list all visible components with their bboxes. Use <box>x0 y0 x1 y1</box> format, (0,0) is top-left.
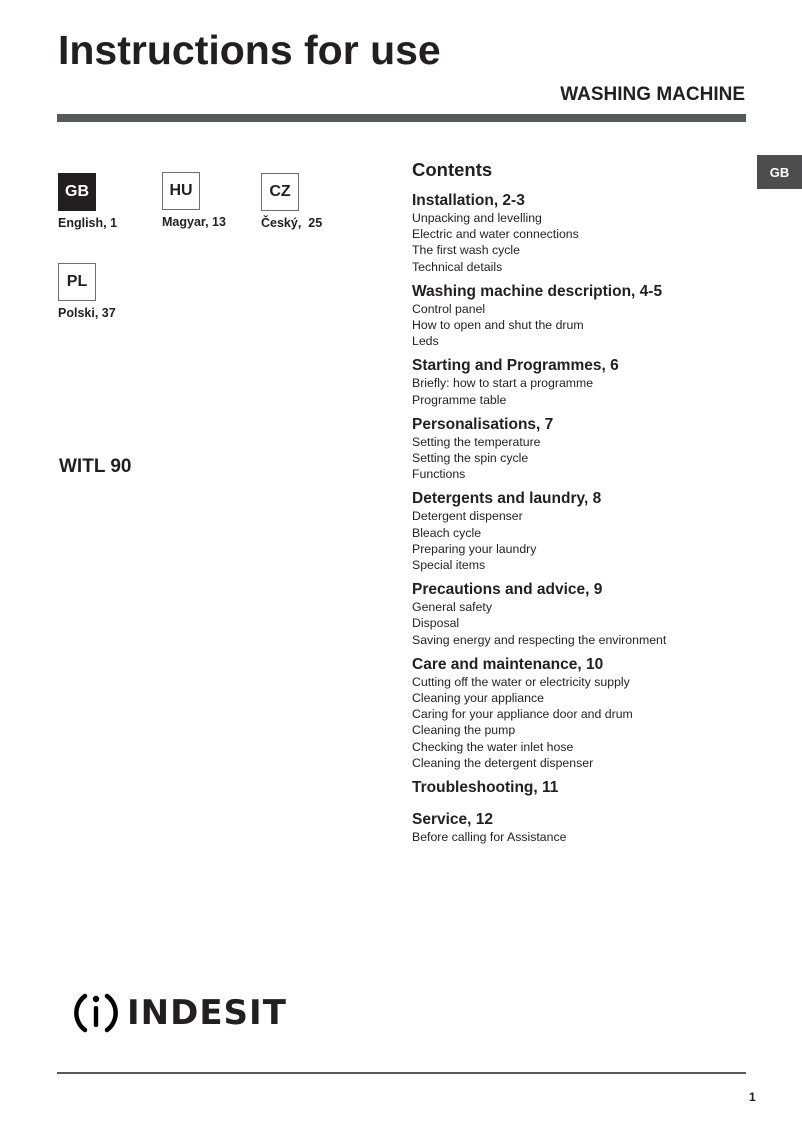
language-link-pl[interactable] <box>58 263 116 320</box>
toc-section-title[interactable]: Starting and Programmes, 6 <box>412 357 619 375</box>
language-code-badge: PL <box>58 263 96 301</box>
toc-item[interactable]: Caring for your appliance door and drum <box>412 707 633 722</box>
toc-item[interactable]: Programme table <box>412 392 507 407</box>
page-number: 1 <box>749 1090 756 1104</box>
toc-section <box>412 778 752 797</box>
language-code-badge: HU <box>162 172 200 210</box>
language-link-hu[interactable] <box>162 172 226 229</box>
toc-item[interactable]: Briefly: how to start a programme <box>412 376 594 391</box>
toc-section <box>412 810 752 845</box>
model-name: WITL 90 <box>59 456 132 477</box>
table-of-contents <box>412 158 752 852</box>
toc-item[interactable]: Technical details <box>412 259 503 274</box>
toc-section-title[interactable]: Service, 12 <box>412 811 494 829</box>
toc-section <box>412 191 752 275</box>
toc-item[interactable]: Saving energy and respecting the environment <box>412 632 667 647</box>
toc-item[interactable]: Cutting off the water or electricity supply <box>412 674 630 689</box>
brand-name: INDESIT <box>127 993 287 1033</box>
toc-section-title[interactable]: Washing machine description, 4-5 <box>412 282 663 300</box>
toc-section-title[interactable]: Personalisations, 7 <box>412 415 554 433</box>
toc-item[interactable]: Setting the temperature <box>412 434 541 449</box>
toc-section-title[interactable]: Precautions and advice, 9 <box>412 581 603 599</box>
indesit-i-logo-icon <box>71 988 121 1038</box>
toc-section-title[interactable]: Care and maintenance, 10 <box>412 655 604 673</box>
toc-item[interactable]: Cleaning your appliance <box>412 691 544 706</box>
toc-section <box>412 282 752 350</box>
language-label: Magyar, 13 <box>162 215 226 229</box>
toc-item[interactable]: Special items <box>412 558 486 573</box>
language-link-cz[interactable] <box>261 173 322 230</box>
toc-item[interactable]: Setting the spin cycle <box>412 451 529 466</box>
brand-logo <box>71 988 287 1038</box>
toc-section <box>412 489 752 573</box>
language-side-tab[interactable]: GB <box>757 155 802 189</box>
toc-item[interactable]: Detergent dispenser <box>412 509 523 524</box>
toc-section <box>412 356 752 407</box>
toc-section <box>412 580 752 648</box>
toc-item[interactable]: Cleaning the pump <box>412 723 516 738</box>
contents-heading: Contents <box>412 159 493 180</box>
toc-section <box>412 415 752 483</box>
product-type-heading: WASHING MACHINE <box>560 84 745 105</box>
page-title: Instructions for use <box>58 27 441 73</box>
toc-section-title[interactable]: Troubleshooting, 11 <box>412 779 559 797</box>
footer-divider <box>57 1072 746 1074</box>
toc-item[interactable]: Cleaning the detergent dispenser <box>412 755 594 770</box>
toc-item[interactable]: Electric and water connections <box>412 227 579 242</box>
toc-item[interactable]: Bleach cycle <box>412 525 482 540</box>
toc-item[interactable]: General safety <box>412 600 492 615</box>
toc-section-title[interactable]: Installation, 2-3 <box>412 192 525 209</box>
toc-item[interactable]: Disposal <box>412 616 460 631</box>
toc-item[interactable]: Control panel <box>412 301 486 316</box>
toc-item[interactable]: Leds <box>412 334 439 349</box>
toc-section-title[interactable]: Detergents and laundry, 8 <box>412 490 602 508</box>
language-label: Polski, 37 <box>58 306 116 320</box>
toc-section <box>412 655 752 771</box>
toc-item[interactable]: The first wash cycle <box>412 243 520 258</box>
toc-item[interactable]: Unpacking and levelling <box>412 211 542 225</box>
toc-item[interactable]: How to open and shut the drum <box>412 318 584 333</box>
language-code-badge: GB <box>58 173 96 211</box>
language-code-badge: CZ <box>261 173 299 211</box>
header-divider-bar <box>57 114 746 122</box>
language-link-gb[interactable] <box>58 173 117 230</box>
toc-item[interactable]: Before calling for Assistance <box>412 830 567 845</box>
toc-item[interactable]: Checking the water inlet hose <box>412 739 574 754</box>
language-label: Český, 25 <box>261 216 323 230</box>
language-label: English, 1 <box>58 216 118 230</box>
toc-item[interactable]: Functions <box>412 467 466 482</box>
toc-item[interactable]: Preparing your laundry <box>412 541 537 556</box>
